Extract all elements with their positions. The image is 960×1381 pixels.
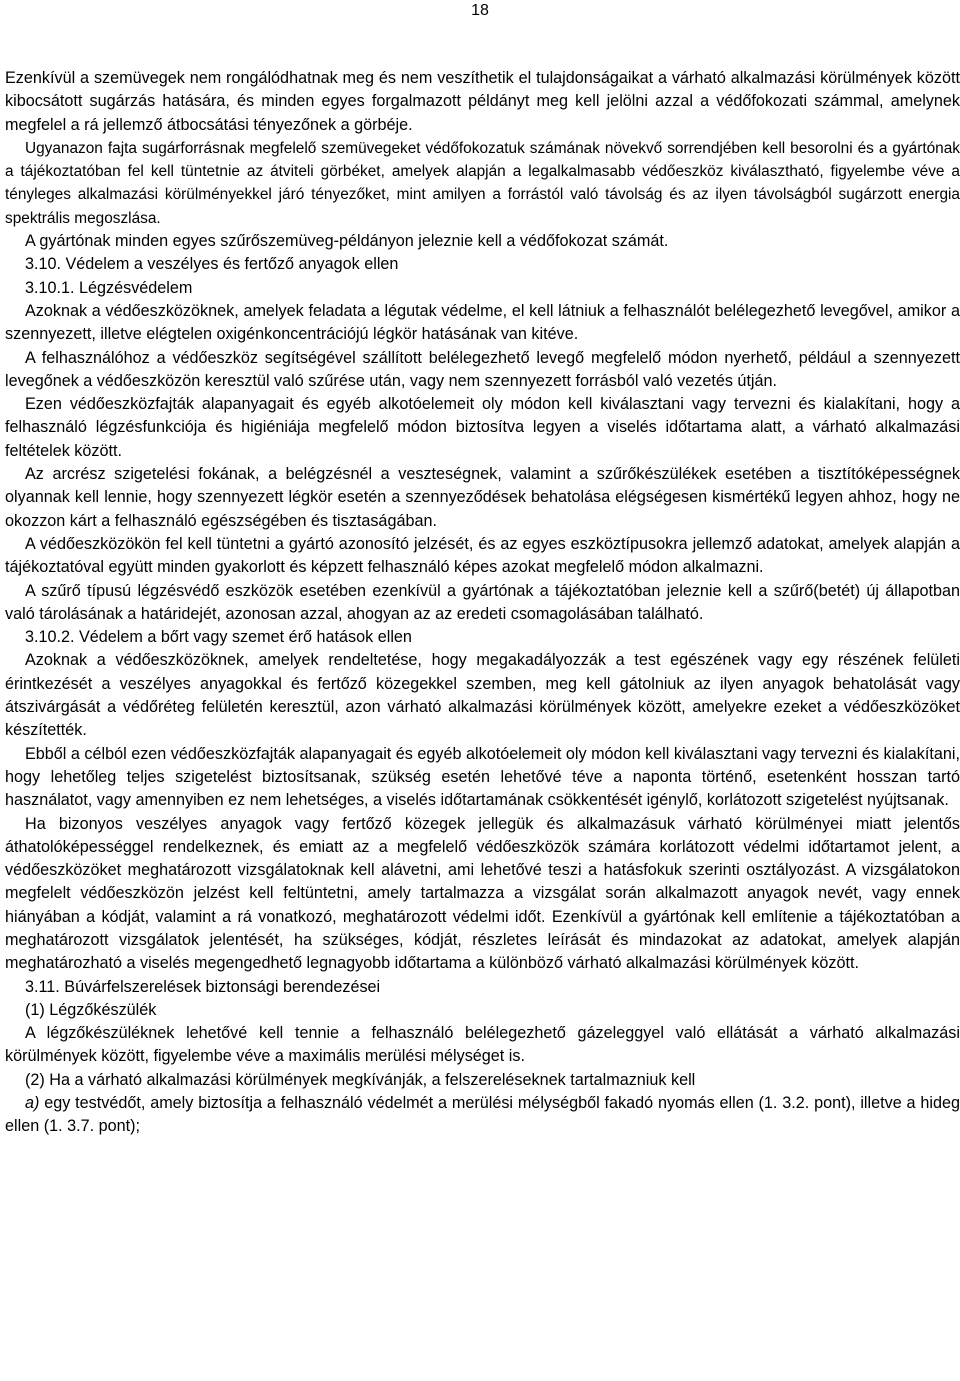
section-heading: 3.10.2. Védelem a bőrt vagy szemet érő hatások ellen: [25, 628, 412, 647]
paragraph: Ha bizonyos veszélyes anyagok vagy fertőző közegek jellegük és alkalmazásuk várható körülményei miatt jelentős áthatolóképességgel rendelkeznek, és emiatt az a megfelelő védőeszközök számára korlátozott védelmi időtartamot jelent, a védőeszközöket meghatározott vizsgálatoknak kell alávetni, ami lehetővé teszi a hatásfokuk szerinti osztályozást. A vizsgálatokon megfelelt védőeszközön jelzést kell feltüntetni, amely tartalmazza a vizsgálat során alkalmazott anyagok nevét, vagy ennek hiányában a kódját, valamint a rá vonatkozó, meghatározott védelmi időt. Ezenkívül a gyártónak kell említenie a tájékoztatóban a meghatározott vizsgálatok jelentését, ha szükséges, kódját, részletes leírását és mindazokat az adatokat, amelyek alapján meghatározható a viselés megengedhető legnagyobb időtartama a különböző várható alkalmazási körülmények között.: [5, 814, 960, 973]
paragraph: Ezenkívül a szemüvegek nem rongálódhatnak meg és nem veszíthetik el tulajdonságaikat a várható alkalmazási körülmények között kibocsátott sugárzás hatására, és minden egyes forgalmazott példányt meg kell jelölni azzal a védőfokozati számmal, amelynek megfelel a rá jellemző átbocsátási tényezőnek a görbéje.: [5, 69, 960, 134]
paragraph: A felhasználóhoz a védőeszköz segítségével szállított belélegezhető levegő megfelelő módon nyerhető, például a szennyezett levegőnek a védőeszközön keresztül való szűrése után, vagy nem szennyezett forrásból való vezetés útján.: [5, 348, 960, 390]
paragraph: A védőeszközökön fel kell tüntetni a gyártó azonosító jelzését, és az egyes eszköztípusokra jellemző adatokat, amelyek alapján a tájékoztatóval együtt minden gyakorlott és képzett felhasználó képes azokat megfelelő módon alkalmazni.: [5, 534, 960, 577]
section-heading: 3.10.1. Légzésvédelem: [25, 278, 193, 297]
paragraph: Az arcrész szigetelési fokának, a belégzésnél a veszteségnek, valamint a szűrőkészülékek esetében a tisztítóképességnek olyannak kell lennie, hogy szennyezett légkör esetén a szennyeződések behatolása elégségesen kismértékű legyen ahhoz, hogy ne okozzon kárt a felhasználó egészségében és tisztaságában.: [5, 465, 960, 530]
page-number: 18: [471, 2, 489, 19]
paragraph: A gyártónak minden egyes szűrőszemüveg-példányon jeleznie kell a védőfokozat számát.: [25, 232, 669, 251]
paragraph: Ezen védőeszközfajták alapanyagait és egyéb alkotóelemeit oly módon kell kiválasztani vagy tervezni és kialakítani, hogy a felhasználó légzésfunkciója és higiéniája megfelelő módon biztosítva legyen a viselés időtartama alatt, a várható alkalmazási feltételek között.: [5, 395, 960, 460]
paragraph: Azoknak a védőeszközöknek, amelyek feladata a légutak védelme, el kell látniuk a felhasználót belélegezhető levegővel, amikor a szennyezett, illetve elégtelen oxigénkoncentrációjú légkör hatásának van kitéve.: [5, 301, 960, 344]
paragraph: Azoknak a védőeszközöknek, amelyek rendeltetése, hogy megakadályozzák a test egészének vagy egy részének felületi érintkezését a veszélyes anyagokkal és fertőző közegekkel szemben, meg kell gátolniuk az ilyen anyagok behatolását vagy átszivárgását a védőréteg felületén keresztül, azon várható alkalmazási körülmények között, amelyekre ezeket a védőeszközöket készítették.: [5, 651, 960, 740]
paragraph: Ebből a célból ezen védőeszközfajták alapanyagait és egyéb alkotóelemeit oly módon kell kiválasztani vagy tervezni és kialakítani, hogy lehetőleg teljes szigetelést biztosítsanak, szükség esetén lehetővé téve a naponta történő, esetenként hosszan tartó használatot, vagy amennyiben ez nem lehetséges, a viselés időtartamának csökkentését igénylő, korlátozott szigetelést nyújtsanak.: [5, 744, 960, 810]
list-item-text: egy testvédőt, amely biztosítja a felhasználó védelmét a merülési mélységből fakadó nyomás ellen (1. 3.2. pont), illetve a hideg ellen (1. 3.7. pont);: [5, 1094, 960, 1136]
paragraph: A szűrő típusú légzésvédő eszközök esetében ezenkívül a gyártónak a tájékoztatóban jeleznie kell a szűrő(betét) új állapotban való tárolásának a határidejét, azonosan azzal, ahogyan az az eredeti csomagolásában található.: [5, 581, 960, 623]
section-heading: 3.11. Búvárfelszerelések biztonsági berendezései: [25, 977, 381, 996]
list-item-a: [5, 1092, 960, 1139]
section-heading: 3.10. Védelem a veszélyes és fertőző anyagok ellen: [25, 255, 399, 274]
paragraph: (2) Ha a várható alkalmazási körülmények megkívánják, a felszereléseknek tartalmazniuk kell: [25, 1070, 696, 1089]
paragraph: Ugyanazon fajta sugárforrásnak megfelelő szemüvegeket védőfokozatuk számának növekvő sorrendjében kell besorolni és a gyártónak a tájékoztatóban fel kell tüntetnie az átviteli görbéket, amelyek alapján a legalkalmasabb védőeszköz kiválasztható, figyelembe véve a tényleges alkalmazási körülményekkel járó tényezőket, mint amilyen a forrástól való távolság és az ilyen távolságból sugárzott energia spektrális megoszlása.: [5, 139, 960, 227]
section-heading: (1) Légzőkészülék: [25, 1000, 157, 1019]
list-marker: a): [25, 1094, 40, 1113]
paragraph: A légzőkészüléknek lehetővé kell tennie a felhasználó belélegezhető gázeleggyel való ellátását a várható alkalmazási körülmények között, figyelembe véve a maximális merülési mélységet is.: [5, 1024, 960, 1066]
document-body: [5, 67, 960, 1139]
